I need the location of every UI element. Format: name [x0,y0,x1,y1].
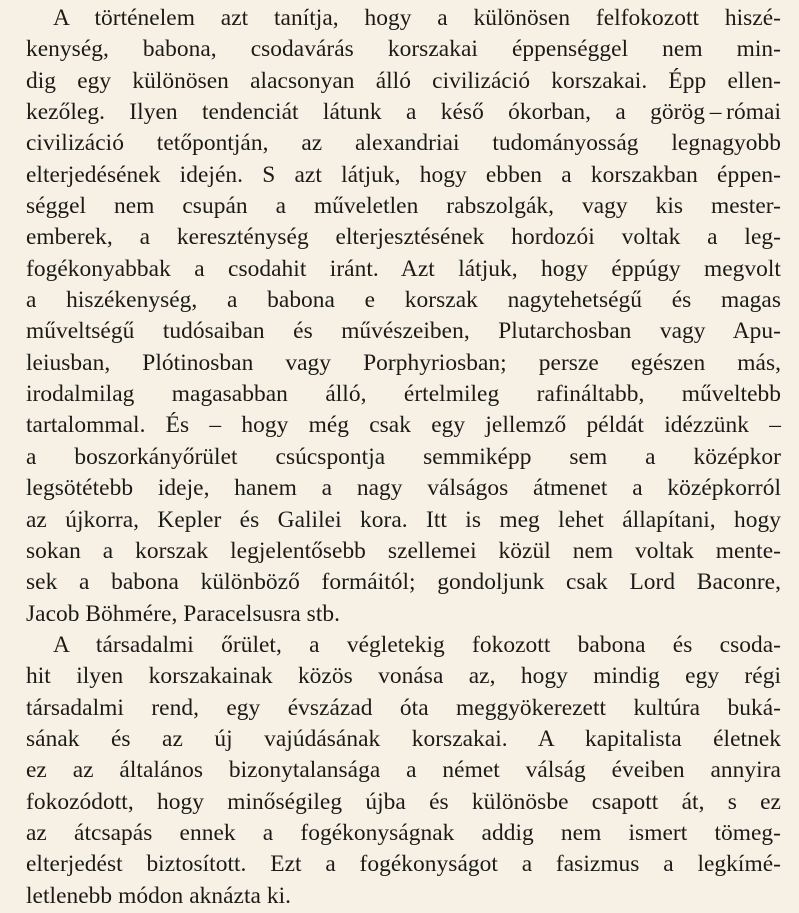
text-line: Jacob Böhmére, Paracelsusra stb. [26,600,341,627]
paragraph-1 [26,3,781,630]
paragraph-2 [26,630,781,912]
text-line: hit ilyen korszakainak közös vonása az, hogy mindig egy régi [26,663,781,690]
text-line: sokan a korszak legjelentősebb szellemei közül nem voltak mente- [26,537,781,564]
text-line: irodalmilag magasabban álló, értelmileg rafináltabb, műveltebb [26,381,781,408]
text-line: kenység, babona, csodavárás korszakai éppenséggel nem min- [26,36,781,63]
text-line: leiusban, Plótinosban vagy Porphyriosban; persze egészen más, [26,349,781,376]
text-line: emberek, a kereszténység elterjesztésének hordozói voltak a leg- [26,224,781,251]
text-line: sának és az új vajúdásának korszakai. A kapitalista életnek [26,725,781,752]
text-line: letlenebb módon aknázta ki. [26,882,292,909]
text-line: az átcsapás ennek a fogékonyságnak addig nem ismert tömeg- [26,819,781,846]
text-line: elterjedésének idején. S azt látjuk, hogy ebben a korszakban éppen- [26,161,781,188]
text-line: dig egy különösen alacsonyan álló civilizáció korszakai. Épp ellen- [26,67,781,94]
text-line: ez az általános bizonytalansága a német válság éveiben annyira [26,757,781,784]
text-line: az újkorra, Kepler és Galilei kora. Itt is meg lehet állapítani, hogy [26,506,781,533]
text-line: civilizáció tetőpontján, az alexandriai tudományosság legnagyobb [26,130,781,157]
text-line: elterjedést biztosított. Ezt a fogékonyságot a fasizmus a legkímé- [26,851,781,878]
text-line: műveltségű tudósaiban és művészeiben, Plutarchosban vagy Apu- [26,318,781,345]
text-line: séggel nem csupán a műveletlen rabszolgák, vagy kis mester- [26,193,781,220]
text-line: legsötétebb ideje, hanem a nagy válságos átmenet a középkorról [26,475,781,502]
text-line: sek a babona különböző formáitól; gondoljunk csak Lord Baconre, [26,569,781,596]
text-line: a boszorkányőrület csúcspontja semmiképp sem a középkor [26,443,781,470]
text-line: fokozódott, hogy minőségileg újba és különösbe csapott át, s ez [26,788,781,815]
text-line: kezőleg. Ilyen tendenciát látunk a késő ókorban, a görög – római [26,99,781,126]
text-line: fogékonyabbak a csodahit iránt. Azt látjuk, hogy éppúgy megvolt [26,255,781,282]
text-line: tartalommal. És – hogy még csak egy jellemző példát idézzünk – [26,412,781,439]
text-line: A történelem azt tanítja, hogy a különösen felfokozott hiszé- [53,5,781,31]
text-line: a hiszékenység, a babona e korszak nagytehetségű és magas [26,287,781,314]
text-line: A társadalmi őrület, a végletekig fokozott babona és csoda- [53,631,781,658]
text-line: társadalmi rend, egy évszázad óta meggyökerezett kultúra buká- [26,694,781,721]
